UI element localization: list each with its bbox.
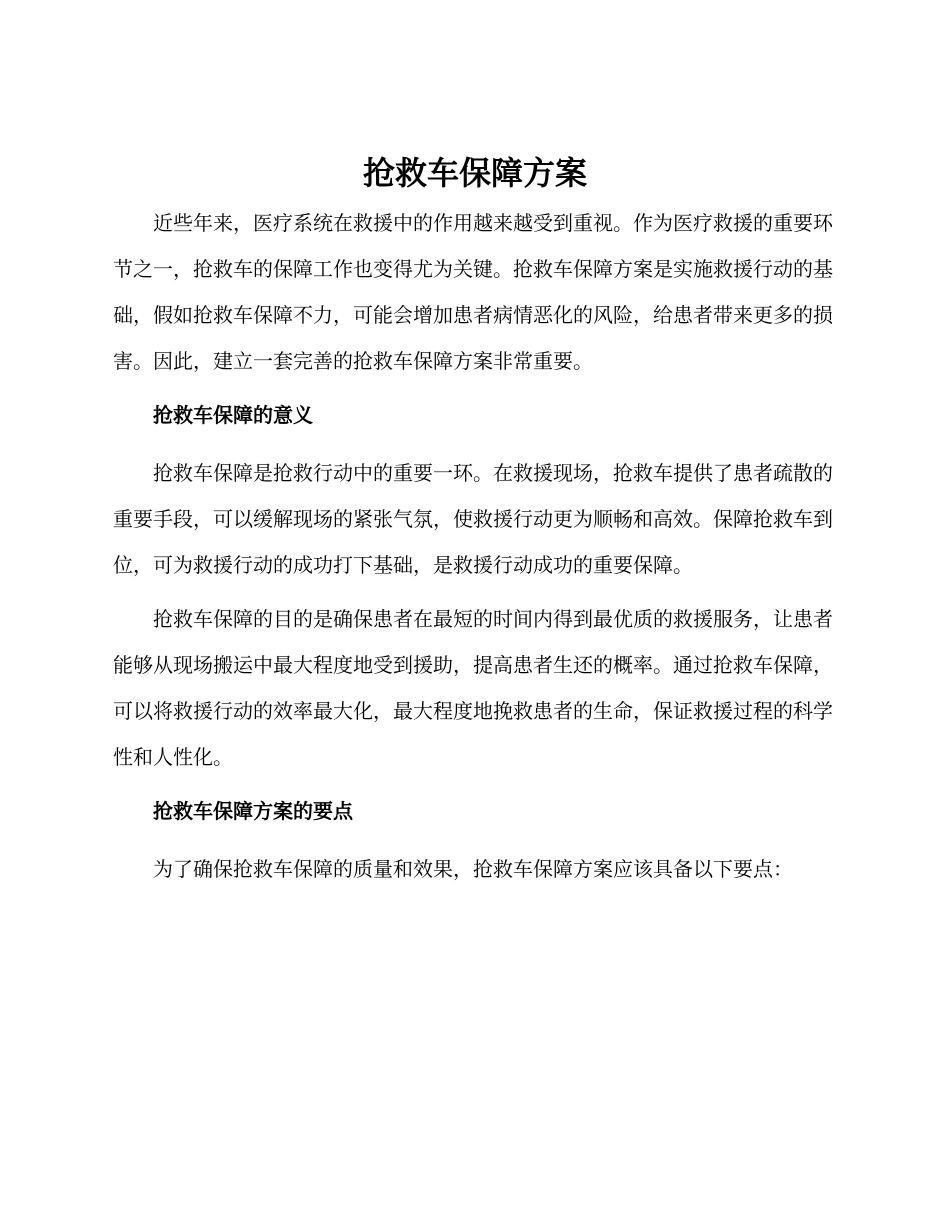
spacer (113, 438, 833, 450)
document-title: 抢救车保障方案 (362, 154, 587, 192)
section-heading-significance: 抢救车保障的意义 (153, 403, 313, 427)
spacer (113, 834, 833, 846)
spacer (113, 780, 833, 788)
document-body (113, 200, 833, 892)
intro-paragraph: 近些年来，医疗系统在救援中的作用越来越受到重视。作为医疗救援的重要环节之一，抢救车的保障工作也变得尤为关键。抢救车保障方案是实施救援行动的基础，假如抢救车保障不力，可能会增加患者病情恶化的风险，给患者带来更多的损害。因此，建立一套完善的抢救车保障方案非常重要。 (113, 211, 833, 373)
spacer (113, 588, 833, 596)
section-heading-key-points: 抢救车保障方案的要点 (153, 799, 353, 823)
spacer (113, 384, 833, 392)
significance-paragraph-1: 抢救车保障是抢救行动中的重要一环。在救援现场，抢救车提供了患者疏散的重要手段，可以缓解现场的紧张气氛，使救援行动更为顺畅和高效。保障抢救车到位，可为救援行动的成功打下基础，是救援行动成功的重要保障。 (113, 461, 833, 577)
key-points-paragraph-1: 为了确保抢救车保障的质量和效果，抢救车保障方案应该具备以下要点： (153, 857, 793, 881)
significance-paragraph-2: 抢救车保障的目的是确保患者在最短的时间内得到最优质的救援服务，让患者能够从现场搬运中最大程度地受到援助，提高患者生还的概率。通过抢救车保障，可以将救援行动的效率最大化，最大程度地挽救患者的生命，保证救援过程的科学性和人性化。 (113, 607, 833, 769)
